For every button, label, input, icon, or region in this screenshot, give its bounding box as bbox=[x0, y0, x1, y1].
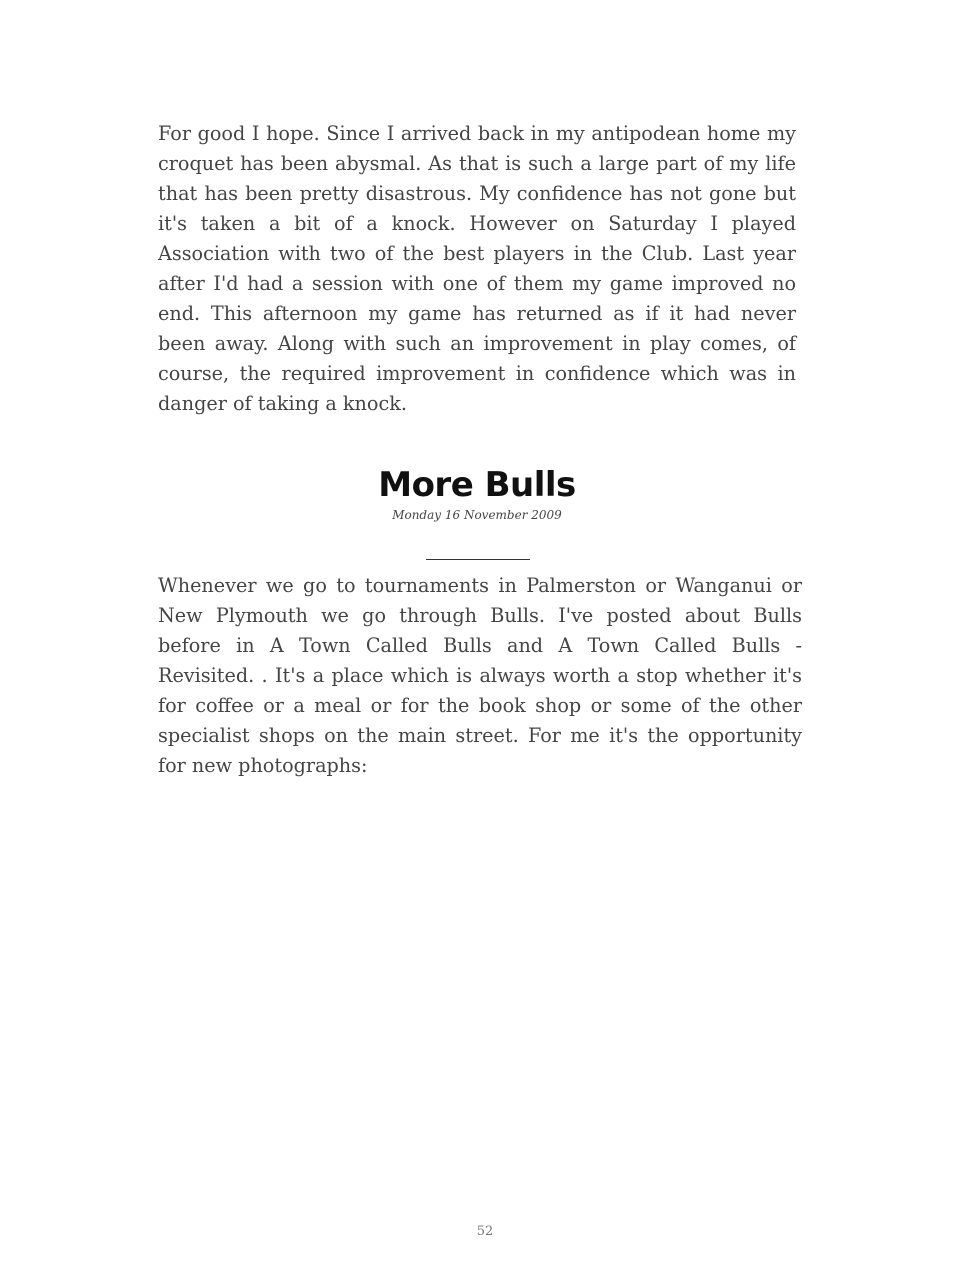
title-divider bbox=[426, 559, 530, 560]
page-number: 52 bbox=[476, 1224, 494, 1239]
post-date: Monday 16 November 2009 bbox=[392, 508, 562, 522]
post-title: More Bulls bbox=[378, 465, 576, 505]
body-paragraph-croquet: For good I hope. Since I arrived back in my antipodean home my croquet has been abysmal. As that is such a large part of my life that has been pretty disastrous. My confidence has not gone but it's taken a bit of a knock. However on Saturday I played Association with two of the best players in the Club. Last year after I'd had a session with one of them my game improved no end. This afternoon my game has returned as if it had never been away. Along with such an improvement in play comes, of course, the required improvement in confidence which was in danger of taking a knock. bbox=[158, 122, 796, 415]
body-paragraph-bulls: Whenever we go to tournaments in Palmerston or Wanganui or New Plymouth we go through Bulls. I've posted about Bulls before in A Town Called Bulls and A Town Called Bulls - Revisited. . It's a place which is always worth a stop whether it's for coffee or a meal or for the book shop or some of the other specialist shops on the main street. For me it's the opportunity for new photographs: bbox=[158, 574, 802, 777]
